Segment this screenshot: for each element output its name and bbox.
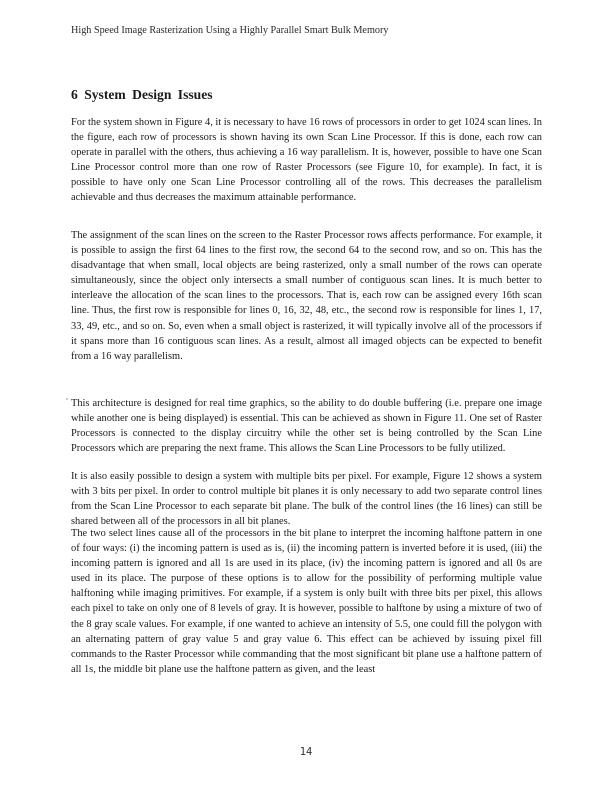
paragraph-2: The assignment of the scan lines on the screen to the Raster Processor rows affects performance. For example, it is possible to assign the first 64 lines to the first row, the second 64 to the second row, and so on. This has the disadvantage that when small, local objects are being rasterized, only a small number of the rows can operate simultaneously, since the object only intersects a small number of contiguous scan lines. It is much better to interleave the allocation of the scan lines to the processors. That is, each row can be assigned every 16th scan line. Thus, the first row is responsible for lines 0, 16, 32, 48, etc., the second row is responsible for lines 1, 17, 33, 49, etc., and so on. So, even when a small object is rasterized, it will typically involve all of the processors if it spans more than 16 contiguous scan lines. As a result, almost all imaged objects can be expected to benefit from a 16 way parallelism. [71, 230, 542, 362]
running-head: High Speed Image Rasterization Using a Highly Parallel Smart Bulk Memory [71, 25, 389, 36]
paragraph-1: For the system shown in Figure 4, it is necessary to have 16 rows of processors in order to get 1024 scan lines. In the figure, each row of processors is shown having its own Scan Line Processor. If this is done, each row can operate in parallel with the others, thus achieving a 16 way parallelism. It is, however, possible to have one Scan Line Processor control more than one row of Raster Processors (see Figure 10, for example). In fact, it is possible to have only one Scan Line Processor controlling all of the rows. This decreases the parallelism achievable and thus decreases the maximum attainable performance. [71, 117, 542, 204]
paragraph-5: The two select lines cause all of the processors in the bit plane to interpret the incoming halftone pattern in one of four ways: (i) the incoming pattern is used as is, (ii) the incoming pattern is inverted before it is used, (iii) the incoming pattern is ignored and all 1s are used in its place, (iv) the incoming pattern is ignored and all 0s are used in its place. The purpose of these options is to allow for the possibility of performing multiple value halftoning while imaging primitives. For example, if a system is only built with three bits per pixel, this allows each pixel to take on only one of 8 levels of gray. It is however, possible to halftone by using a mixture of two of the 8 gray scale values. For example, if one wanted to achieve an intensity of 5.5, one could fill the polygon with an alternating pattern of gray value 5 and gray value 6. This effect can be achieved by issuing pixel fill commands to the Raster Processor while commanding that the most significant bit plane use a halftone pattern of all 1s, the middle bit plane use the halftone pattern as given, and the least [71, 528, 542, 675]
scan-speck [66, 398, 68, 400]
paragraph-3: This architecture is designed for real time graphics, so the ability to do double buffering (i.e. prepare one image while another one is being displayed) is essential. This can be achieved as shown in Figure 11. One set of Raster Processors is connected to the display circuitry while the other set is being controlled by the Scan Line Processors which are preparing the next frame. This allows the Scan Line Processors to be fully utilized. [71, 398, 542, 455]
page-number: 14 [299, 746, 313, 758]
section-heading: 6 System Design Issues [71, 87, 213, 102]
paragraph-4: It is also easily possible to design a system with multiple bits per pixel. For example, Figure 12 shows a system with 3 bits per pixel. In order to control multiple bit planes it is only necessary to add two separate control lines from the Scan Line Processor to each separate bit plane. The bulk of the control lines (the 16 lines) can still be shared between all of the processors in all bit planes. [71, 471, 542, 528]
